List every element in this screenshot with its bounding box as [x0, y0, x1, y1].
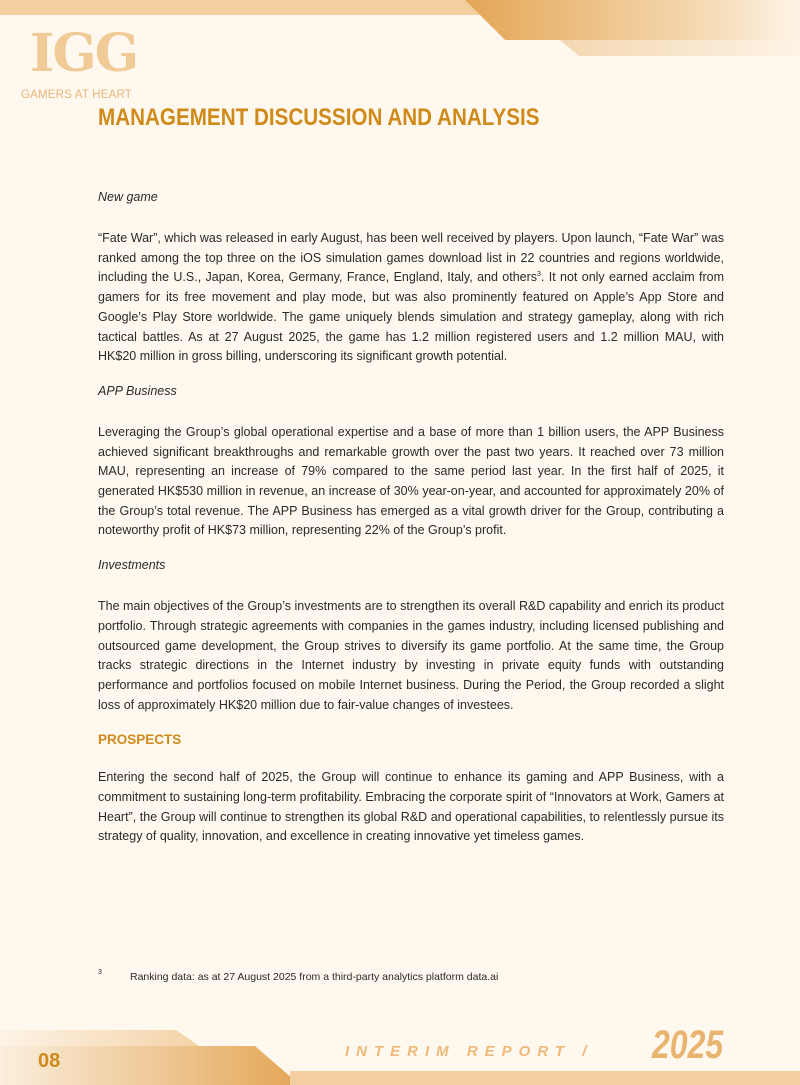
prospects-body: Entering the second half of 2025, the Group will continue to enhance its gaming and APP Business, with a commitment to sustaining long-term profitability. Embracing the corporate spirit of “Innovators at Work, Gamers at Heart”, the Group will continue to strengthen its global R&D and operational capabilities, to relentlessly pursue its strategy of quality, innovation, and excellence in creating innovative yet timeless games. [98, 770, 724, 844]
header-decoration-secondary [560, 40, 800, 56]
section-heading-investments: Investments [98, 558, 166, 573]
prospects-heading: PROSPECTS [98, 732, 182, 748]
page-number: 08 [38, 1050, 61, 1072]
logo-tagline: GAMERS AT HEART [21, 89, 132, 101]
footnote-ref: 3 [537, 271, 541, 279]
footer-band [290, 1071, 800, 1085]
body-text: . It not only earned acclaim from gamers for its free movement and play mode, but was also prominently featured on Apple’s App Store and Google’s Play Store worldwide. The game uniquely blends simulation and strategy gameplay, along with rich tactical battles. As at 27 August 2025, the game has 1.2 million registered users and 1.2 million MAU, with HK$20 million in gross billing, underscoring its significant growth potential. [98, 270, 724, 364]
page-title: MANAGEMENT DISCUSSION AND ANALYSIS [98, 104, 540, 131]
body-text: “Fate War”, which was released in early August, has been well received by players. Upon launch, “Fate War” was ranked among the top three on the iOS simulation games download list in 22 countries and regions worldwide, including the U.S., Japan, Korea, Germany, France, England, Italy, and others [98, 231, 724, 285]
header-decoration [465, 0, 800, 40]
footnote-text: Ranking data: as at 27 August 2025 from a third-party analytics platform data.ai [130, 971, 499, 983]
footnote-number: 3 [98, 969, 102, 976]
main-content [98, 189, 724, 863]
section-body-investments: The main objectives of the Group’s investments are to strengthen its overall R&D capability and enrich its product portfolio. Through strategic agreements with companies in the games industry, including licensed publishing and outsourced game development, the Group strives to diversify its game portfolio. At the same time, the Group tracks strategic directions in the Internet industry by investing in private equity funds with outstanding performance and portfolios focused on mobile Internet business. During the Period, the Group recorded a slight loss of approximately HK$20 million due to fair-value changes of investees. [98, 599, 724, 712]
section-body-app-business: Leveraging the Group’s global operational expertise and a base of more than 1 billion users, the APP Business achieved significant breakthroughs and remarkable growth over the past two years. It reached over 73 million MAU, representing an increase of 79% compared to the same period last year. In the first half of 2025, it generated HK$530 million in revenue, an increase of 30% year-on-year, and accounted for approximately 20% of the Group’s total revenue. The APP Business has emerged as a vital growth driver for the Group, contributing a noteworthy profit of HK$73 million, representing 22% of the Group’s profit. [98, 424, 724, 538]
section-heading-new-game: New game [98, 190, 158, 204]
logo-mark: IGG [30, 23, 138, 84]
igg-logo [20, 20, 150, 105]
section-heading-app-business: APP Business [98, 383, 177, 398]
report-year: 2025 [652, 1023, 724, 1067]
report-label: INTERIM REPORT / [345, 1043, 594, 1060]
section-body-new-game [98, 229, 724, 367]
